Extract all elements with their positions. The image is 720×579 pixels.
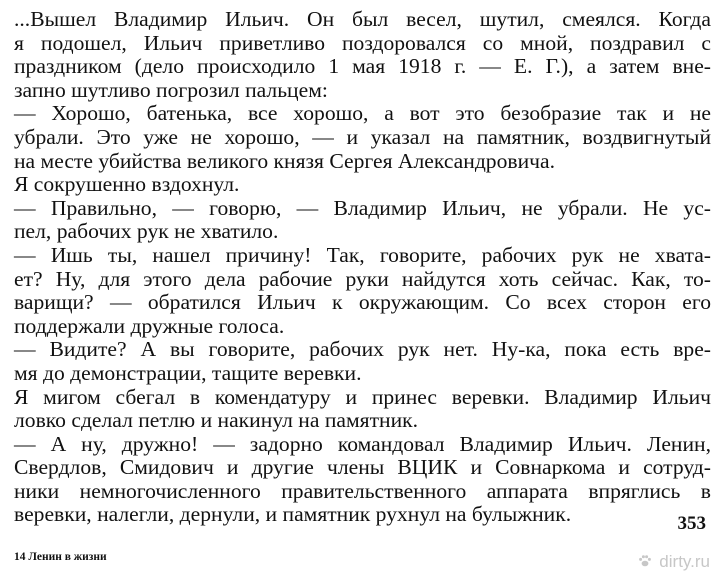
text-line: веревки, налегли, дернули, и памятник рухнул на булыжник.	[14, 502, 572, 527]
text-line: пел, рабочих рук не хватило.	[14, 219, 279, 244]
text-line: праздником (дело происходило 1 мая 1918 г. — Е. Г.), а затем вне-	[14, 54, 711, 79]
watermark	[638, 552, 710, 572]
text-line: ловко сделал петлю и накинул на памятник.	[14, 408, 419, 433]
printer-signature: 14 Ленин в жизни	[14, 551, 107, 563]
text-line: запно шутливо погрозил пальцем:	[14, 77, 328, 102]
text-line: — Хорошо, батенька, все хорошо, а вот это безобразие так и не	[14, 101, 711, 126]
text-line: Я мигом сбегал в комендатуру и принес веревки. Владимир Ильич	[14, 384, 711, 409]
text-line: — Ишь ты, нашел причину! Так, говорите, рабочих рук не хвата-	[14, 242, 711, 267]
pawprint-icon	[638, 554, 652, 568]
text-line: варищи? — обратился Ильич к окружающим. Со всех сторон его	[14, 290, 711, 315]
text-line: на месте убийства великого князя Сергея Александровича.	[14, 148, 555, 173]
page-number: 353	[677, 513, 706, 534]
text-line: Свердлов, Смидович и другие члены ВЦИК и Совнаркома и сотруд-	[14, 455, 711, 480]
text-line: — Видите? А вы говорите, рабочих рук нет. Ну-ка, пока есть вре-	[14, 337, 711, 362]
text-line: Я сокрушенно вздохнул.	[14, 172, 240, 197]
text-line: ет? Ну, для этого дела рабочие руки найдутся хоть сейчас. Как, то-	[14, 266, 711, 291]
text-line: — А ну, дружно! — задорно командовал Владимир Ильич. Ленин,	[14, 431, 711, 456]
text-line: я подошел, Ильич приветливо поздоровался со мной, поздравил с	[14, 30, 711, 55]
text-line: ...Вышел Владимир Ильич. Он был весел, шутил, смеялся. Когда	[14, 7, 711, 31]
text-line: убрали. Это уже не хорошо, — и указал на памятник, воздвигнутый	[14, 124, 711, 149]
text-line: ники немногочисленного правительственного аппарата впряглись в	[14, 478, 711, 503]
text-line: поддержали дружные голоса.	[14, 313, 285, 338]
body-text	[14, 8, 711, 527]
watermark-text: dirty.ru	[659, 552, 710, 571]
text-line: — Правильно, — говорю, — Владимир Ильич, не убрали. Не ус-	[14, 195, 711, 220]
text-line: мя до демонстрации, тащите веревки.	[14, 360, 362, 385]
